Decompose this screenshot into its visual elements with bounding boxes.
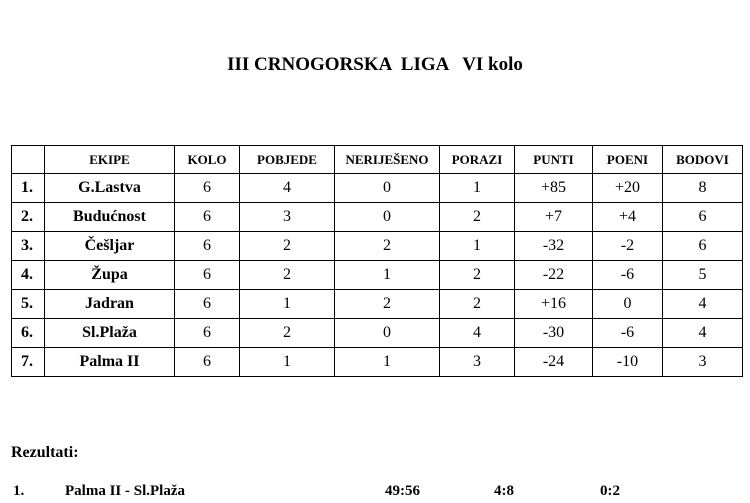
pobjede-cell: 3 xyxy=(240,203,335,232)
porazi-cell: 2 xyxy=(440,290,515,319)
kolo-cell: 6 xyxy=(175,348,240,377)
punti-cell: -30 xyxy=(515,319,593,348)
table-row xyxy=(12,261,743,290)
table-row xyxy=(12,203,743,232)
poeni-cell: -10 xyxy=(593,348,663,377)
team-cell: Palma II xyxy=(45,348,175,377)
result-sets: 4:8 xyxy=(494,483,514,499)
pobjede-cell: 4 xyxy=(240,174,335,203)
porazi-cell: 2 xyxy=(440,261,515,290)
porazi-cell: 4 xyxy=(440,319,515,348)
punti-cell: -22 xyxy=(515,261,593,290)
table-row xyxy=(12,290,743,319)
pobjede-cell: 1 xyxy=(240,290,335,319)
pobjede-cell: 1 xyxy=(240,348,335,377)
result-number: 1. xyxy=(13,483,25,499)
rank-cell: 1. xyxy=(12,174,45,203)
punti-cell: +7 xyxy=(515,203,593,232)
table-row xyxy=(12,174,743,203)
punti-cell: -32 xyxy=(515,232,593,261)
kolo-cell: 6 xyxy=(175,290,240,319)
bodovi-cell: 5 xyxy=(663,261,743,290)
table-row xyxy=(12,232,743,261)
table-row xyxy=(12,348,743,377)
column-header-poeni: POENI xyxy=(593,146,663,174)
nerijeseno-cell: 2 xyxy=(335,290,440,319)
team-cell: G.Lastva xyxy=(45,174,175,203)
poeni-cell: +4 xyxy=(593,203,663,232)
punti-cell: +85 xyxy=(515,174,593,203)
rank-cell: 4. xyxy=(12,261,45,290)
pobjede-cell: 2 xyxy=(240,319,335,348)
kolo-cell: 6 xyxy=(175,232,240,261)
rank-cell: 2. xyxy=(12,203,45,232)
team-cell: Jadran xyxy=(45,290,175,319)
nerijeseno-cell: 0 xyxy=(335,203,440,232)
column-header-punti: PUNTI xyxy=(515,146,593,174)
kolo-cell: 6 xyxy=(175,174,240,203)
porazi-cell: 1 xyxy=(440,232,515,261)
poeni-cell: -2 xyxy=(593,232,663,261)
table-row xyxy=(12,319,743,348)
column-header-pobjede: POBJEDE xyxy=(240,146,335,174)
bodovi-cell: 4 xyxy=(663,319,743,348)
team-cell: Budućnost xyxy=(45,203,175,232)
nerijeseno-cell: 0 xyxy=(335,319,440,348)
porazi-cell: 2 xyxy=(440,203,515,232)
column-header-bodovi: BODOVI xyxy=(663,146,743,174)
punti-cell: -24 xyxy=(515,348,593,377)
pobjede-cell: 2 xyxy=(240,261,335,290)
porazi-cell: 1 xyxy=(440,174,515,203)
rank-cell: 5. xyxy=(12,290,45,319)
result-match: Palma II - Sl.Plaža xyxy=(65,483,185,499)
result-row xyxy=(0,483,750,503)
bodovi-cell: 3 xyxy=(663,348,743,377)
result-score: 49:56 xyxy=(385,483,420,499)
page-title: III CRNOGORSKA LIGA VI kolo xyxy=(227,54,523,75)
rank-cell: 7. xyxy=(12,348,45,377)
poeni-cell: -6 xyxy=(593,319,663,348)
team-cell: Sl.Plaža xyxy=(45,319,175,348)
poeni-cell: +20 xyxy=(593,174,663,203)
poeni-cell: -6 xyxy=(593,261,663,290)
kolo-cell: 6 xyxy=(175,261,240,290)
nerijeseno-cell: 1 xyxy=(335,348,440,377)
bodovi-cell: 8 xyxy=(663,174,743,203)
column-header-ekipe: EKIPE xyxy=(45,146,175,174)
porazi-cell: 3 xyxy=(440,348,515,377)
punti-cell: +16 xyxy=(515,290,593,319)
rank-cell: 3. xyxy=(12,232,45,261)
column-header-rank xyxy=(12,146,45,174)
team-cell: Češljar xyxy=(45,232,175,261)
pobjede-cell: 2 xyxy=(240,232,335,261)
column-header-nerijeseno: NERIJEŠENO xyxy=(335,146,440,174)
standings-table xyxy=(11,145,743,377)
bodovi-cell: 6 xyxy=(663,203,743,232)
bodovi-cell: 6 xyxy=(663,232,743,261)
rank-cell: 6. xyxy=(12,319,45,348)
results-heading: Rezultati: xyxy=(11,444,79,461)
kolo-cell: 6 xyxy=(175,203,240,232)
nerijeseno-cell: 2 xyxy=(335,232,440,261)
nerijeseno-cell: 0 xyxy=(335,174,440,203)
result-points: 0:2 xyxy=(600,483,620,499)
bodovi-cell: 4 xyxy=(663,290,743,319)
column-header-porazi: PORAZI xyxy=(440,146,515,174)
nerijeseno-cell: 1 xyxy=(335,261,440,290)
table-header-row xyxy=(12,146,743,174)
kolo-cell: 6 xyxy=(175,319,240,348)
poeni-cell: 0 xyxy=(593,290,663,319)
column-header-kolo: KOLO xyxy=(175,146,240,174)
team-cell: Župa xyxy=(45,261,175,290)
